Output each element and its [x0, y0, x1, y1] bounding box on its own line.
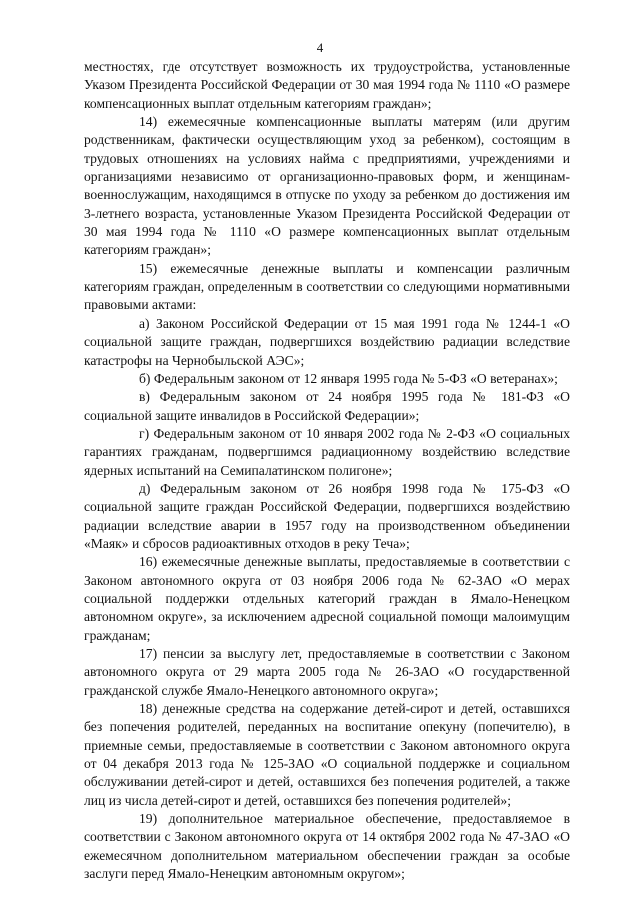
paragraph-item-14: 14) ежемесячные компенсационные выплаты матерям (или другим родственникам, фактически осуществляющим уход за ребенком), состоящим в трудовых отношениях на условиях найма с предприятиями, учреждениями и организациями независимо от организационно-правовых форм, и женщинам-военнослужащим, находящимся в отпуске по уходу за ребенком до достижения им 3-летнего возраста, установленные Указом Президента Российской Федерации от 30 мая 1994 года № 1110 «О размере компенсационных выплат отдельным категориям граждан»; — [84, 114, 570, 258]
paragraph-continuation: местностях, где отсутствует возможность их трудоустройства, установленные Указом Президента Российской Федерации от 30 мая 1994 года № 1110 «О размере компенсационных выплат отдельным категориям граждан»; — [84, 59, 570, 111]
paragraph-item-15: 15) ежемесячные денежные выплаты и компенсации различным категориям граждан, определенным в соответствии со следующими нормативными правовыми актами: — [84, 260, 570, 313]
paragraph-item-15v: в) Федеральным законом от 24 ноября 1995 года № 181-ФЗ «О социальной защите инвалидов в Российской Федерации»; — [84, 389, 570, 423]
document-body — [84, 58, 570, 883]
paragraph-item-15g: г) Федеральным законом от 10 января 2002 года № 2-ФЗ «О социальных гарантиях гражданам, подвергшимся радиационному воздействию вследствие ядерных испытаний на Семипалатинском полигоне»; — [84, 425, 570, 478]
paragraph-item-18: 18) денежные средства на содержание детей-сирот и детей, оставшихся без попечения родителей, переданных на воспитание опекуну (попечителю), в приемные семьи, предоставляемые в соответствии с Законом автономного округа от 04 декабря 2013 года № 125-ЗАО «О социальной поддержке и социальном обслуживании детей-сирот и детей, оставшихся без попечения родителей, а также лиц из числа детей-сирот и детей, оставшихся без попечения родителей»; — [84, 701, 570, 808]
paragraph-item-17: 17) пенсии за выслугу лет, предоставляемые в соответствии с Законом автономного округа от 29 марта 2005 года № 26-ЗАО «О государственной гражданской службе Ямало-Ненецкого автономного округа»; — [84, 646, 570, 698]
paragraph-item-15b: б) Федеральным законом от 12 января 1995 года № 5-ФЗ «О ветеранах»; — [139, 370, 558, 386]
paragraph-item-16: 16) ежемесячные денежные выплаты, предоставляемые в соответствии с Законом автономного округа от 03 ноября 2006 года № 62-ЗАО «О мерах социальной поддержки отдельных категорий граждан в Ямало-Ненецком автономном округе», за исключением адресной социальной помощи малоимущим гражданам; — [84, 554, 570, 643]
paragraph-item-15a: а) Законом Российской Федерации от 15 мая 1991 года № 1244-1 «О социальной защите граждан, подвергшихся воздействию радиации вследствие катастрофы на Чернобыльской АЭС»; — [84, 315, 570, 368]
paragraph-item-19: 19) дополнительное материальное обеспечение, предоставляемое в соответствии с Законом автономного округа от 14 октября 2002 года № 47-ЗАО «О ежемесячном дополнительном материальном обеспечении граждан за особые заслуги перед Ямало-Ненецким автономным округом»; — [84, 811, 570, 882]
page-number: 4 — [316, 40, 324, 55]
paragraph-item-15d: д) Федеральным законом от 26 ноября 1998 года № 175-ФЗ «О социальной защите граждан Российской Федерации, подвергшихся воздействию радиации вследствие аварии в 1957 году на производственном объединении «Маяк» и сбросов радиоактивных отходов в реку Теча»; — [84, 480, 570, 551]
